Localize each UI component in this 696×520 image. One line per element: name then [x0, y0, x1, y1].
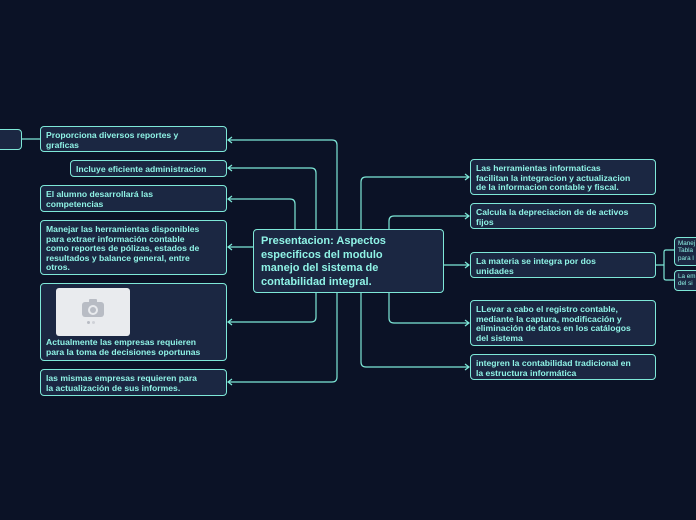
node-label: Calcula la depreciacion de de activos fijos: [476, 207, 629, 227]
node-contabilidad-tradicional[interactable]: [470, 354, 656, 380]
node-label: las mismas empresas requieren para la actualización de sus informes.: [46, 373, 197, 393]
node-unidad-1[interactable]: [674, 237, 696, 266]
node-label: LLevar a cabo el registro contable, mediante la captura, modificación y eliminación de datos en los catálogos del sistema: [476, 304, 631, 343]
node-registro-contable[interactable]: [470, 300, 656, 346]
node-reportes-graficas[interactable]: [40, 126, 227, 152]
node-actualizacion-informes[interactable]: [40, 369, 227, 396]
node-depreciacion[interactable]: [470, 203, 656, 229]
carousel-dots: [87, 321, 99, 324]
central-topic[interactable]: [253, 229, 444, 293]
node-administracion[interactable]: [70, 160, 227, 177]
node-label: Manejar las herramientas disponibles para extraer información contable como reportes de pólizas, estados de resultados y balance general, entre otros.: [46, 224, 200, 273]
node-label: Manej Tabla para l: [678, 240, 696, 262]
node-dos-unidades[interactable]: [470, 252, 656, 278]
node-label: Proporciona diversos reportes y graficas: [46, 130, 179, 150]
link-contabilidad-tradicional: [356, 287, 469, 367]
node-herramientas-disponibles[interactable]: [40, 220, 227, 275]
link-unidad-1: [656, 250, 674, 265]
node-herramientas-informaticas[interactable]: [470, 159, 656, 195]
node-label: integren la contabilidad tradicional en la estructura informática: [476, 358, 631, 378]
node-label: La em del si: [678, 273, 696, 288]
node-label: El alumno desarrollará las competencias: [46, 189, 153, 209]
node-offscreen-left[interactable]: [0, 129, 22, 150]
image-placeholder: [56, 288, 130, 336]
camera-icon: [82, 302, 104, 317]
link-unidad-2: [664, 265, 674, 280]
central-topic-label: Presentacion: Aspectos especificos del modulo manejo del sistema de contabilidad integral.: [261, 235, 386, 288]
node-label: Las herramientas informaticas facilitan la integracion y actualizacion de la informacion contable y fiscal.: [476, 163, 631, 193]
node-label: Actualmente las empresas requieren para la toma de decisiones oportunas: [46, 337, 201, 357]
node-label: La materia se integra por dos unidades: [476, 256, 596, 276]
node-unidad-2[interactable]: [674, 270, 696, 291]
node-label: Incluye eficiente administracion: [76, 164, 207, 174]
node-competencias[interactable]: [40, 185, 227, 212]
